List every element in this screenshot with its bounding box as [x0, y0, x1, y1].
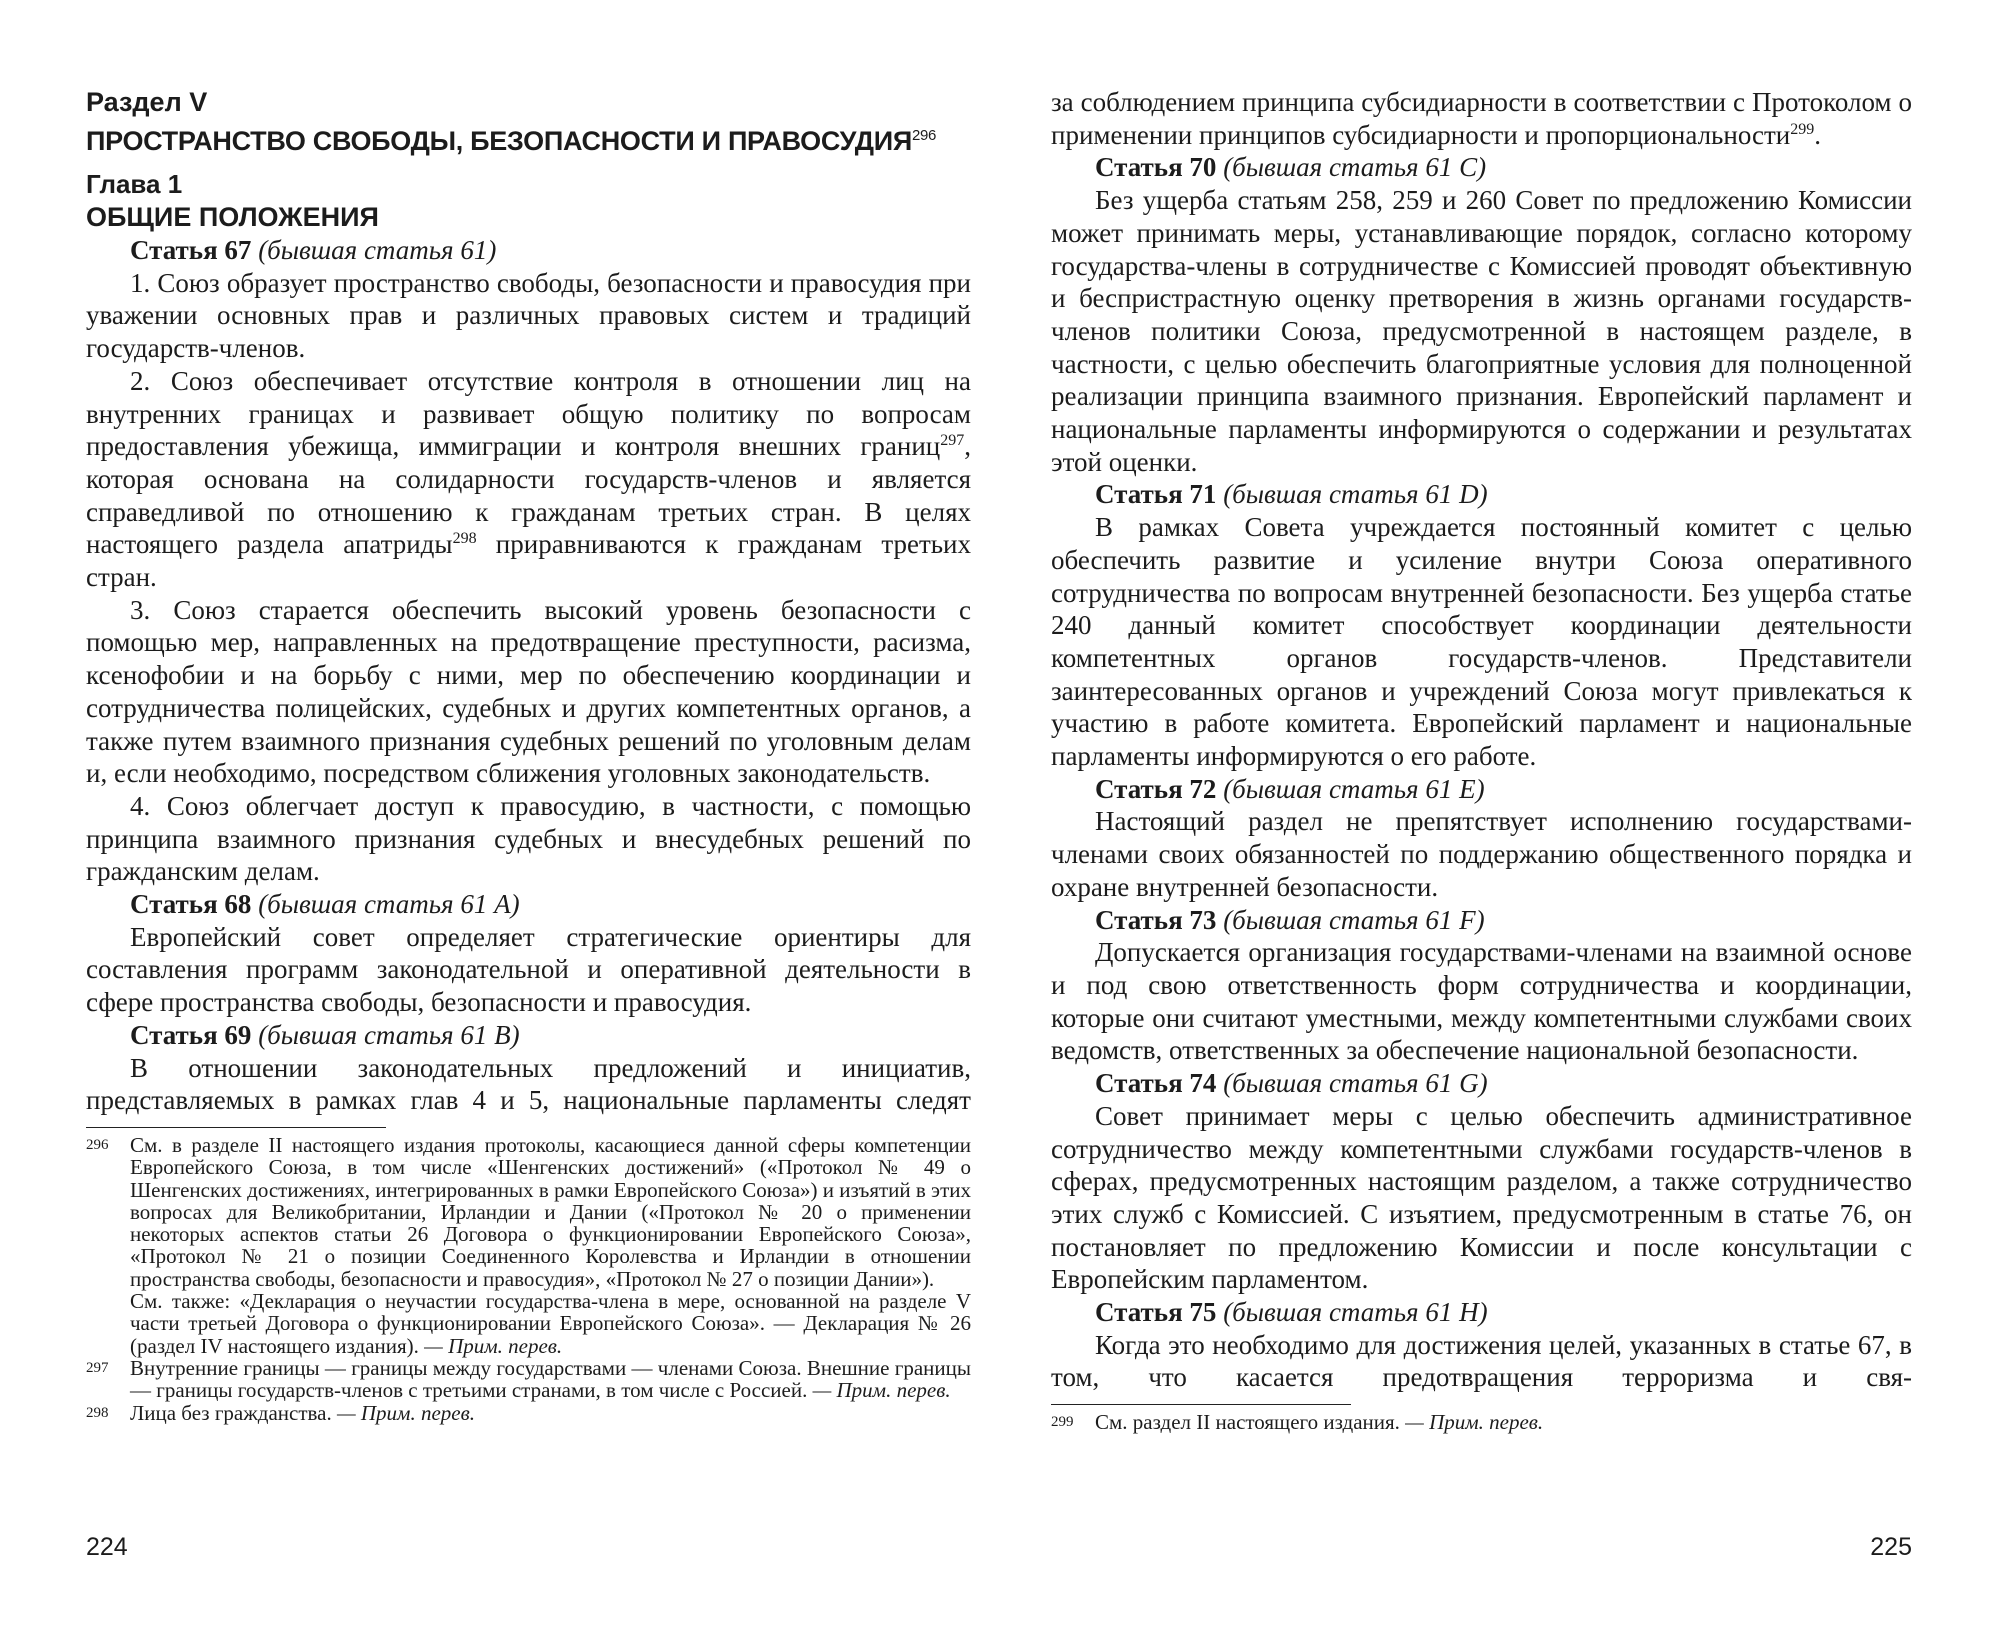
article-75-heading [1051, 1296, 1912, 1329]
article-number: Статья 71 [1095, 479, 1217, 510]
article-71-heading [1051, 478, 1912, 511]
article-68-paragraph-1: Европейский совет определяет стратегические ориентиры для составления программ законодательной и оперативной деятельности в сфере пространства свободы, безопасности и правосудия. [86, 921, 971, 1018]
article-former-number: (бывшая статья 61 B) [258, 1019, 520, 1050]
article-former-number: (бывшая статья 61 E) [1223, 773, 1485, 804]
footnote-text [130, 1402, 475, 1424]
footnote-mark: 299 [1051, 1414, 1074, 1431]
footnote-divider [1051, 1404, 1351, 1405]
page-number-right: 225 [1870, 1533, 1912, 1561]
translator-note: — Прим. перев. [424, 1333, 563, 1358]
article-number: Статья 69 [130, 1019, 252, 1050]
footnote-mark: 296 [86, 1136, 109, 1153]
left-footnotes [86, 1134, 971, 1424]
translator-note: — Прим. перев. [1405, 1410, 1544, 1435]
footnote-ref-299: 299 [1790, 120, 1815, 138]
section-title-text: ПРОСТРАНСТВО СВОБОДЫ, БЕЗОПАСНОСТИ И ПРАВОСУДИЯ [86, 126, 912, 156]
article-former-number: (бывшая статья 61 D) [1223, 479, 1488, 510]
right-page [999, 0, 1998, 1640]
footnote-body [1095, 1411, 1543, 1433]
paragraph-text: , которая основана на солидарности государств-членов и является справедливой по отношению к гражданам третьих стран. В целях настоящего раздела апатриды [86, 431, 971, 560]
chapter-label: Глава 1 [86, 169, 183, 199]
footnote-body [130, 1134, 971, 1357]
paragraph-text: 2. Союз обеспечивает отсутствие контроля в отношении лиц на внутренних границах и развивает общую политику по вопросам предоставления убежища, иммиграции и контроля внешних границ [86, 365, 971, 462]
footnote-text [130, 1290, 971, 1357]
article-former-number: (бывшая статья 61 G) [1223, 1068, 1488, 1099]
footnote-mark: 297 [86, 1359, 109, 1376]
article-75-paragraph-1: Когда это необходимо для достижения целей, указанных в статье 67, в том, что касается предотвращения терроризма и свя- [1051, 1329, 1912, 1393]
article-former-number: (бывшая статья 61 H) [1223, 1297, 1488, 1328]
page-number-left: 224 [86, 1533, 128, 1561]
left-body-text [86, 234, 971, 1117]
footnote-text-part: Внутренние границы — границы между государствами — членами Союза. Внешние границы — границы государств-членов с третьими странами, в том числе с Россией. [130, 1355, 971, 1403]
footnote-divider [86, 1127, 386, 1128]
article-68-heading [86, 888, 971, 921]
footnote-mark: 298 [86, 1404, 109, 1421]
chapter-title: ОБЩИЕ ПОЛОЖЕНИЯ [86, 202, 379, 232]
paragraph-text: приравниваются к гражданам третьих стран. [86, 529, 972, 593]
article-number: Статья 75 [1095, 1297, 1217, 1328]
footnote-body [130, 1402, 475, 1424]
continued-paragraph: за соблюдением принципа субсидиарности в соответствии с Протоколом о применении принципов субсидиарности и пропорциональности$^{299}$. [1051, 87, 1912, 150]
right-footnotes [1051, 1411, 1912, 1433]
article-number: Статья 67 [130, 235, 252, 265]
section-title [86, 119, 971, 158]
footnote-297 [86, 1357, 971, 1402]
article-number: Статья 74 [1095, 1068, 1217, 1099]
article-former-number: (бывшая статья 61 F) [1223, 904, 1485, 935]
article-67-paragraph-3: 3. Союз старается обеспечить высокий уровень безопасности с помощью мер, направленных на предотвращение преступности, расизма, ксенофобии и на борьбу с ними, мер по обеспечению координации и сотрудничества полицейских, судебных и других компетентных органов, а также путем взаимного признания судебных решений по уголовным делам и, если необходимо, посредством сближения уголовных законодательств. [86, 594, 971, 789]
paragraph-text: за соблюдением принципа субсидиарности в соответствии с Протоколом о применении принципов субсидиарности и пропорциональности [1051, 87, 1912, 150]
footnote-296 [86, 1134, 971, 1357]
article-number: Статья 70 [1095, 152, 1217, 183]
translator-note: — Прим. перев. [812, 1378, 951, 1403]
footnote-text [1095, 1411, 1543, 1433]
translator-note: — Прим. перев. [336, 1400, 475, 1425]
article-number: Статья 72 [1095, 773, 1217, 804]
footnote-body [130, 1357, 971, 1402]
footnote-ref-298: 298 [452, 530, 477, 548]
footnote-ref-297: 297 [940, 432, 965, 450]
footnote-299 [1051, 1411, 1912, 1433]
article-former-number: (бывшая статья 61 A) [258, 889, 520, 920]
footnote-text: См. в разделе II настоящего издания протоколы, касающиеся данной сферы компетенции Европейского Союза, в том числе «Шенгенских достижений» («Протокол № 49 о Шенгенских достижениях, интегрированных в рамки Европейского Союза») и изъятий в этих вопросах для Великобритании, Ирландии и Дании («Протокол № 20 о применении некоторых аспектов статьи 26 Договора о функционировании Европейского Союза», «Протокол № 21 о позиции Соединенного Королевства и Ирландии в отношении пространства свободы, безопасности и правосудия», «Протокол № 27 о позиции Дании»). [130, 1132, 971, 1291]
article-72-heading [1051, 773, 1912, 806]
article-former-number: (бывшая статья 61 C) [1223, 152, 1487, 183]
article-73-heading [1051, 904, 1912, 937]
footnote-text [130, 1357, 971, 1402]
article-former-number: (бывшая статья 61) [258, 235, 497, 265]
article-67-paragraph-1: 1. Союз образует пространство свободы, безопасности и правосудия при уважении основных прав и различных правовых систем и традиций государств-членов. [86, 267, 971, 364]
article-74-heading [1051, 1067, 1912, 1100]
article-67-heading [86, 234, 971, 267]
section-footnote-ref: 296 [911, 127, 937, 144]
article-73-paragraph-1: Допускается организация государствами-членами на взаимной основе и под свою ответственность форм сотрудничества и координации, которые они считают уместными, между компетентными службами своих ведомств, ответственных за обеспечение национальной безопасности. [1051, 937, 1912, 1066]
article-69-paragraph-1: В отношении законодательных предложений и инициатив, представляемых в рамках глав 4 и 5, национальные парламенты следят [86, 1052, 971, 1116]
article-67-paragraph-4: 4. Союз облегчает доступ к правосудию, в частности, с помощью принципа взаимного признания судебных и внесудебных решений по гражданским делам. [86, 790, 971, 887]
article-number: Статья 68 [130, 889, 252, 920]
article-70-heading [1051, 151, 1912, 184]
article-69-heading [86, 1019, 971, 1052]
footnote-text-part: Лица без гражданства. [130, 1400, 332, 1425]
article-71-paragraph-1: В рамках Совета учреждается постоянный комитет с целью обеспечить развитие и усиление внутри Союза оперативного сотрудничества по вопросам внутренней безопасности. Без ущерба статье 240 данный комитет способствует координации деятельности компетентных органов государств-членов. Представители заинтересованных органов и учреждений Союза могут привлекаться к участию в работе комитета. Европейский парламент и национальные парламенты информируются о его работе. [1051, 512, 1912, 772]
footnote-298 [86, 1402, 971, 1424]
article-67-paragraph-2 [86, 365, 971, 594]
footnote-text-part: См. также: «Декларация о неучастии государства-члена в мере, основанной на разделе V части третьей Договора о функционировании Европейского Союза». — Декларация № 26 (раздел IV настоящего издания). [130, 1289, 971, 1358]
section-label: Раздел V [86, 87, 208, 117]
article-72-paragraph-1: Настоящий раздел не препятствует исполнению государствами-членами своих обязанностей по поддержанию общественного порядка и охране внутренней безопасности. [1051, 806, 1912, 902]
right-body-text [1051, 86, 1912, 1394]
footnote-text-part: См. раздел II настоящего издания. [1095, 1410, 1400, 1435]
article-number: Статья 73 [1095, 904, 1217, 935]
article-74-paragraph-1: Совет принимает меры с целью обеспечить административное сотрудничество между компетентными службами государств-членов в сферах, предусмотренных настоящим разделом, а также сотрудничество этих служб с Комиссией. С изъятием, предусмотренным в статье 76, он постановляет по предложению Комиссии и после консультации с Европейским парламентом. [1051, 1100, 1912, 1295]
article-70-paragraph-1: Без ущерба статьям 258, 259 и 260 Совет по предложению Комиссии может принимать меры, устанавливающие порядок, согласно которому государства-члены в сотрудничестве с Комиссией проводят объективную и беспристрастную оценку претворения в жизнь органами государств-членов политики Союза, предусмотренной в настоящем разделе, в частности, с целью обеспечить благоприятные условия для полноценной реализации принципа взаимного признания. Европейский парламент и национальные парламенты информируются о содержании и результатах этой оценки. [1051, 185, 1912, 477]
